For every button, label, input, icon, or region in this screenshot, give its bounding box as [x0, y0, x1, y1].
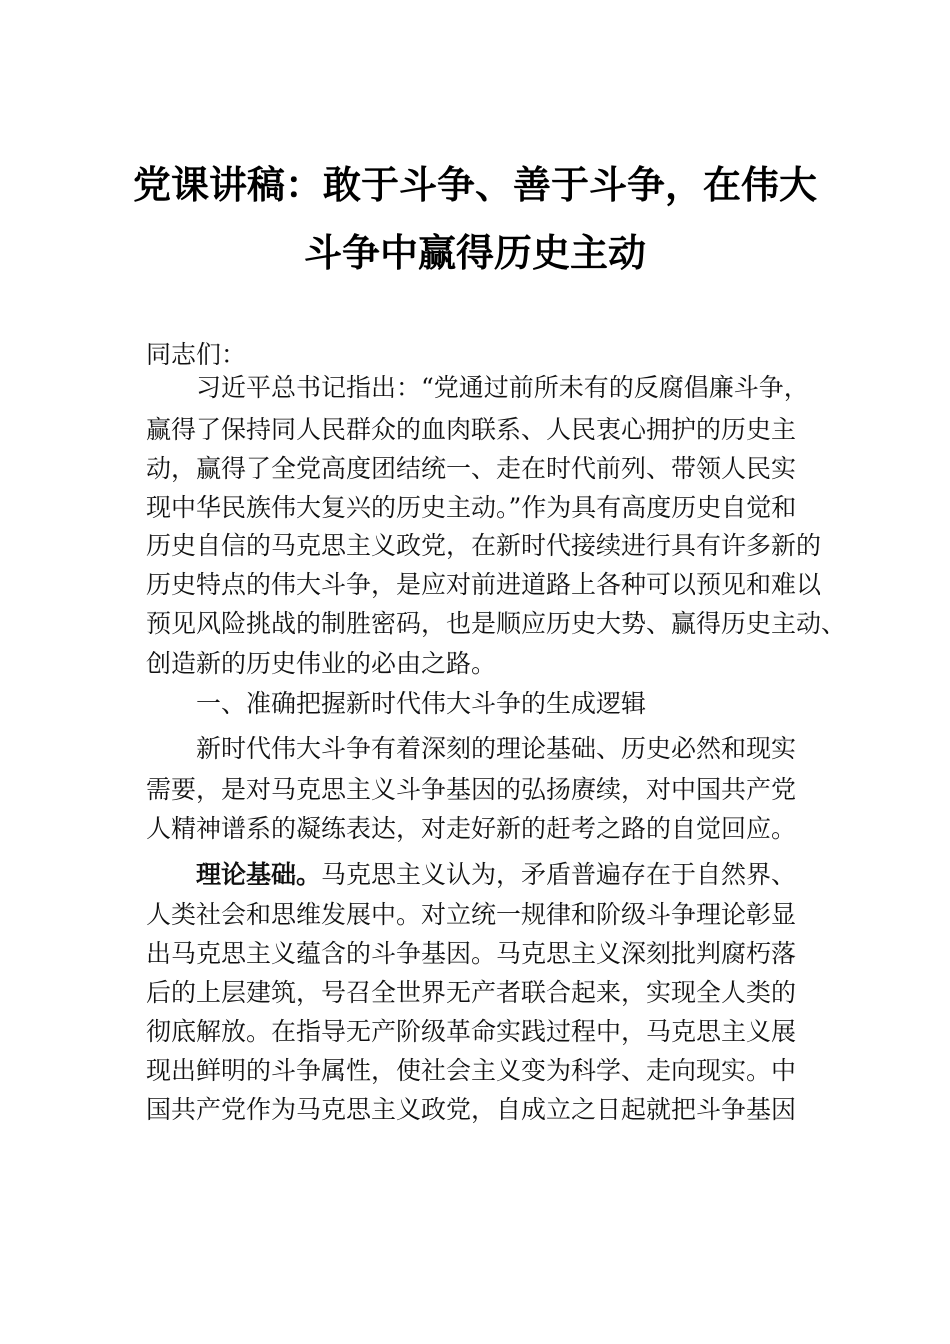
paragraph-line: 习近平总书记指出：“党通过前所未有的反腐倡廉斗争， — [196, 373, 809, 402]
paragraph-line: 创造新的历史伟业的必由之路。 — [146, 649, 497, 678]
paragraph-line: 出马克思主义蕴含的斗争基因。马克思主义深刻批判腐朽落 — [146, 939, 797, 968]
paragraph-line: 人类社会和思维发展中。对立统一规律和阶级斗争理论彰显 — [146, 900, 797, 929]
paragraph-line: 新时代伟大斗争有着深刻的理论基础、历史必然和现实 — [196, 734, 797, 763]
paragraph-line: 现中华民族伟大复兴的历史主动。”作为具有高度历史自觉和 — [146, 493, 797, 522]
paragraph-line: 人精神谱系的凝练表达，对走好新的赶考之路的自觉回应。 — [146, 814, 797, 843]
salutation: 同志们： — [146, 340, 247, 369]
paragraph-line: 现出鲜明的斗争属性，使社会主义变为科学、走向现实。中 — [146, 1056, 797, 1085]
document-title-line-2: 斗争中赢得历史主动 — [303, 230, 646, 275]
paragraph-line: 历史自信的马克思主义政党，在新时代接续进行具有许多新的 — [146, 531, 822, 560]
paragraph-line: 国共产党作为马克思主义政党，自成立之日起就把斗争基因 — [146, 1095, 797, 1124]
paragraph-line: 历史特点的伟大斗争，是应对前进道路上各种可以预见和难以 — [146, 570, 822, 599]
paragraph-line — [196, 859, 796, 891]
document-title-line-1: 党课讲稿：敢于斗争、善于斗争，在伟大 — [132, 162, 817, 207]
paragraph-line: 赢得了保持同人民群众的血肉联系、人民衷心拥护的历史主 — [146, 415, 797, 444]
paragraph-lead-term: 理论基础。 — [196, 860, 322, 889]
paragraph-lead-rest: 马克思主义认为，矛盾普遍存在于自然界、 — [321, 860, 797, 889]
paragraph-line: 彻底解放。在指导无产阶级革命实践过程中，马克思主义展 — [146, 1017, 797, 1046]
paragraph-line: 后的上层建筑，号召全世界无产者联合起来，实现全人类的 — [146, 978, 797, 1007]
paragraph-line: 预见风险挑战的制胜密码，也是顺应历史大势、赢得历史主动、 — [146, 609, 847, 638]
paragraph-line: 需要，是对马克思主义斗争基因的弘扬赓续，对中国共产党 — [146, 775, 797, 804]
section-heading: 一、准确把握新时代伟大斗争的生成逻辑 — [196, 689, 647, 718]
paragraph-line: 动，赢得了全党高度团结统一、走在时代前列、带领人民实 — [146, 454, 797, 483]
